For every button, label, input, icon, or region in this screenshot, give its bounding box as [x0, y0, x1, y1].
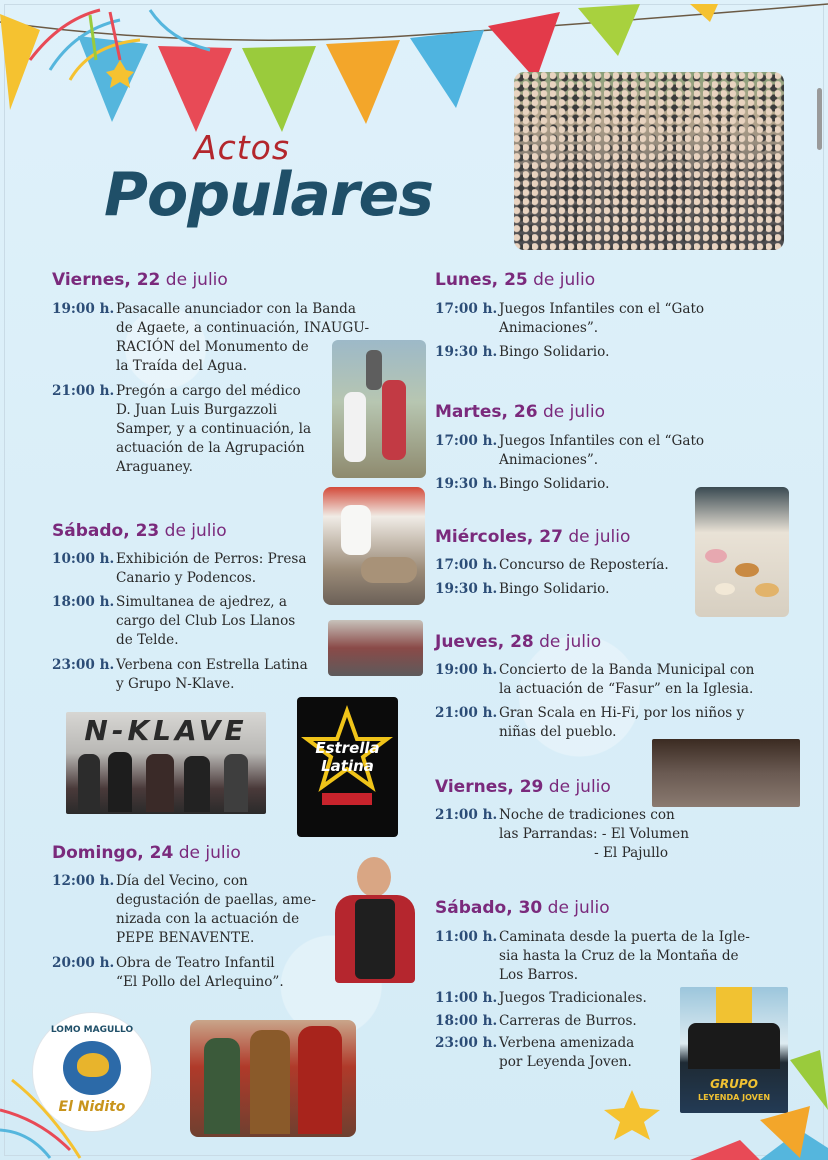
day-month: de julio — [178, 843, 241, 863]
event-text-line: Juegos Infantiles con el “Gato — [499, 301, 705, 317]
title-populares: Populares — [104, 160, 433, 230]
event-hour: 23:00 h. — [435, 1035, 498, 1051]
event-hour: 17:00 h. — [435, 557, 498, 573]
event-text-line: Juegos Infantiles con el “Gato — [499, 433, 705, 449]
day-month: de julio — [548, 777, 611, 797]
event-hour: 23:00 h. — [52, 657, 115, 673]
event-hour: 19:00 h. — [52, 301, 115, 317]
event-text-line: - El Pajullo — [499, 845, 669, 861]
event-text-line: Animaciones”. — [499, 320, 599, 336]
nklave-logo-text: N-KLAVE — [84, 714, 248, 747]
event-text-line: Araguaney. — [116, 459, 193, 475]
left-day-heading — [52, 843, 241, 863]
scala-photo — [652, 739, 800, 807]
event-text-line: Concurso de Repostería. — [499, 557, 669, 573]
event-hour: 18:00 h. — [435, 1013, 498, 1029]
event-hour: 12:00 h. — [52, 873, 115, 889]
event-text-line: Animaciones”. — [499, 452, 599, 468]
leyenda-name-text: LEYENDA JOVEN — [697, 1093, 771, 1102]
day-name: Viernes, 22 — [52, 270, 161, 290]
event-text-line: las Parrandas: - El Volumen — [499, 826, 689, 842]
right-day-heading — [435, 632, 601, 652]
right-day-heading — [435, 270, 595, 290]
event-hour: 21:00 h. — [435, 807, 498, 823]
day-name: Domingo, 24 — [52, 843, 174, 863]
title-actos: Actos — [194, 128, 291, 167]
day-name: Jueves, 28 — [435, 632, 534, 652]
event-text-line: D. Juan Luis Burgazzoli — [116, 402, 278, 418]
event-text-line: “El Pollo del Arlequino”. — [116, 974, 284, 990]
day-name: Sábado, 23 — [52, 521, 160, 541]
event-hour: 11:00 h. — [435, 990, 498, 1006]
latina-text: Latina — [321, 757, 374, 775]
event-text-line: Canario y Podencos. — [116, 570, 257, 586]
event-text-line: nizada con la actuación de — [116, 911, 300, 927]
day-name: Martes, 26 — [435, 402, 538, 422]
event-hour: 17:00 h. — [435, 433, 498, 449]
leyenda-group-text: GRUPO — [710, 1077, 758, 1091]
event-text-line: actuación de la Agrupación — [116, 440, 305, 456]
event-text-line: de Agaete, a continuación, INAUGU- — [116, 320, 370, 336]
event-text-line: Bingo Solidario. — [499, 581, 610, 597]
event-text-line: Día del Vecino, con — [116, 873, 248, 889]
bottom-decoration — [0, 1040, 828, 1160]
event-hour: 17:00 h. — [435, 301, 498, 317]
day-month: de julio — [539, 632, 602, 652]
event-text-line: Gran Scala en Hi-Fi, por los niños y — [499, 705, 745, 721]
event-text-line: degustación de paellas, ame- — [116, 892, 316, 908]
event-text-line: RACIÓN del Monumento de — [116, 339, 309, 355]
day-name: Viernes, 29 — [435, 777, 544, 797]
event-text-line: Concierto de la Banda Municipal con — [499, 662, 755, 678]
event-hour: 18:00 h. — [52, 594, 115, 610]
event-text-line: PEPE BENAVENTE. — [116, 930, 255, 946]
event-text-line: Verbena con Estrella Latina — [116, 657, 308, 673]
reposteria-photo — [695, 487, 789, 617]
event-text-line: la actuación de “Fasur” en la Iglesia. — [499, 681, 754, 697]
event-hour: 19:30 h. — [435, 476, 498, 492]
event-text-line: por Leyenda Joven. — [499, 1054, 632, 1070]
event-text-line: sia hasta la Cruz de la Montaña de — [499, 948, 739, 964]
event-hour: 10:00 h. — [52, 551, 115, 567]
event-text-line: Verbena amenizada — [499, 1035, 635, 1051]
left-day-heading — [52, 270, 228, 290]
day-name: Miércoles, 27 — [435, 527, 563, 547]
event-text-line: Pregón a cargo del médico — [116, 383, 301, 399]
day-month: de julio — [568, 527, 631, 547]
event-text-line: cargo del Club Los Llanos — [116, 613, 296, 629]
event-text-line: Carreras de Burros. — [499, 1013, 637, 1029]
event-hour: 20:00 h. — [52, 955, 115, 971]
event-hour: 19:30 h. — [435, 581, 498, 597]
event-text-line: Obra de Teatro Infantil — [116, 955, 275, 971]
right-day-heading — [435, 527, 630, 547]
monument-photo — [332, 340, 426, 478]
event-text-line: de Telde. — [116, 632, 179, 648]
logo-top-text: LOMO MAGULLO — [50, 1025, 134, 1035]
event-hour: 19:30 h. — [435, 344, 498, 360]
event-text-line: Caminata desde la puerta de la Igle- — [499, 929, 750, 945]
day-name: Sábado, 30 — [435, 898, 543, 918]
day-month: de julio — [165, 270, 228, 290]
event-text-line: Exhibición de Perros: Presa — [116, 551, 307, 567]
event-text-line: Bingo Solidario. — [499, 476, 610, 492]
right-day-heading — [435, 402, 605, 422]
logo-bottom-text: El Nidito — [58, 1099, 126, 1115]
day-name: Lunes, 25 — [435, 270, 528, 290]
event-text-line: Pasacalle anunciador con la Banda — [116, 301, 356, 317]
event-text-line: Juegos Tradicionales. — [499, 990, 647, 1006]
event-hour: 21:00 h. — [435, 705, 498, 721]
estrella-latina-logo — [297, 697, 398, 837]
right-day-heading — [435, 777, 611, 797]
pepe-benavente-photo — [327, 855, 422, 985]
event-text-line: Los Barros. — [499, 967, 579, 983]
day-month: de julio — [533, 270, 596, 290]
event-text-line: Noche de tradiciones con — [499, 807, 675, 823]
event-text-line: y Grupo N-Klave. — [116, 676, 235, 692]
chess-photo — [328, 620, 423, 676]
event-text-line: Bingo Solidario. — [499, 344, 610, 360]
nklave-photo — [66, 712, 266, 814]
event-hour: 21:00 h. — [52, 383, 115, 399]
left-day-heading — [52, 521, 227, 541]
day-month: de julio — [164, 521, 227, 541]
right-day-heading — [435, 898, 610, 918]
event-text-line: Simultanea de ajedrez, a — [116, 594, 288, 610]
estrella-text: Estrella — [315, 739, 380, 757]
event-hour: 11:00 h. — [435, 929, 498, 945]
event-text-line: la Traída del Agua. — [116, 358, 248, 374]
event-text-line: Samper, y a continuación, la — [116, 421, 312, 437]
event-text-line: niñas del pueblo. — [499, 724, 617, 740]
event-hour: 19:00 h. — [435, 662, 498, 678]
crowd-photo — [514, 72, 784, 250]
day-month: de julio — [543, 402, 605, 422]
dog-photo — [323, 487, 425, 605]
day-month: de julio — [547, 898, 610, 918]
